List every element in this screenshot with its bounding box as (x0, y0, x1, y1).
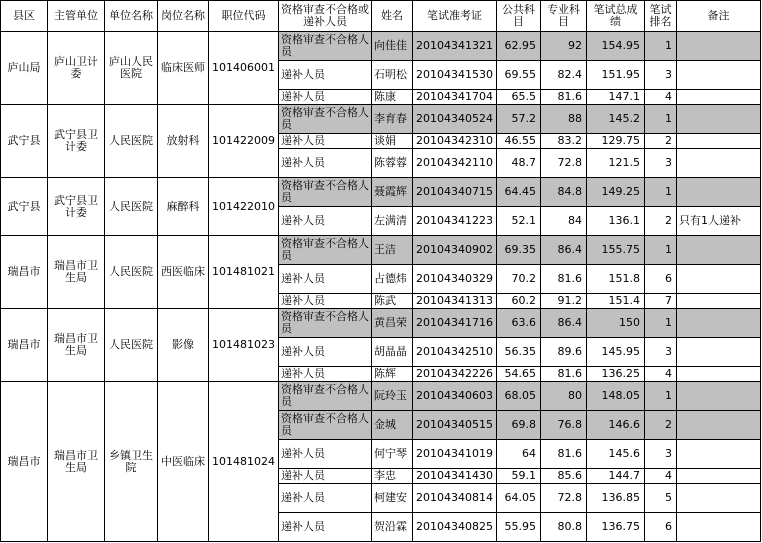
rank-cell: 1 (645, 236, 677, 265)
rank-cell: 1 (645, 178, 677, 207)
public-score-cell: 60.2 (497, 294, 541, 309)
rank-cell: 1 (645, 32, 677, 61)
exam-no-cell: 20104341313 (413, 294, 497, 309)
major-score-cell: 88 (541, 105, 587, 134)
dept-cell: 瑞昌市卫生局 (48, 309, 105, 382)
post-cell: 影像 (158, 309, 209, 382)
total-score-cell: 151.8 (587, 265, 645, 294)
dept-cell: 瑞昌市卫生局 (48, 236, 105, 309)
type-cell: 递补人员 (279, 207, 372, 236)
major-score-cell: 82.4 (541, 61, 587, 90)
name-cell: 贺沿霖 (372, 513, 413, 542)
note-cell (677, 32, 761, 61)
major-score-cell: 84 (541, 207, 587, 236)
name-cell: 谈娟 (372, 134, 413, 149)
code-cell: 101481021 (209, 236, 279, 309)
total-score-cell: 136.1 (587, 207, 645, 236)
exam-no-cell: 20104340515 (413, 411, 497, 440)
exam-no-cell: 20104340524 (413, 105, 497, 134)
total-score-cell: 129.75 (587, 134, 645, 149)
public-score-cell: 64 (497, 440, 541, 469)
name-cell: 聂霞辉 (372, 178, 413, 207)
total-score-cell: 145.2 (587, 105, 645, 134)
header-type: 资格审查不合格或递补人员 (279, 1, 372, 32)
name-cell: 胡晶晶 (372, 338, 413, 367)
rank-cell: 3 (645, 440, 677, 469)
total-score-cell: 146.6 (587, 411, 645, 440)
post-cell: 麻醉科 (158, 178, 209, 236)
major-score-cell: 92 (541, 32, 587, 61)
note-cell (677, 105, 761, 134)
header-unit: 单位名称 (105, 1, 158, 32)
major-score-cell: 81.6 (541, 265, 587, 294)
post-cell: 放射科 (158, 105, 209, 178)
table-row (1, 32, 761, 61)
type-cell: 递补人员 (279, 149, 372, 178)
public-score-cell: 70.2 (497, 265, 541, 294)
name-cell: 柯建安 (372, 484, 413, 513)
major-score-cell: 84.8 (541, 178, 587, 207)
type-cell: 递补人员 (279, 469, 372, 484)
type-cell: 递补人员 (279, 134, 372, 149)
rank-cell: 2 (645, 207, 677, 236)
note-cell (677, 382, 761, 411)
public-score-cell: 63.6 (497, 309, 541, 338)
rank-cell: 1 (645, 309, 677, 338)
header-row (1, 1, 761, 32)
header-public: 公共科目 (497, 1, 541, 32)
total-score-cell: 151.4 (587, 294, 645, 309)
public-score-cell: 52.1 (497, 207, 541, 236)
major-score-cell: 81.6 (541, 367, 587, 382)
name-cell: 黄昌荣 (372, 309, 413, 338)
public-score-cell: 69.55 (497, 61, 541, 90)
exam-no-cell: 20104341321 (413, 32, 497, 61)
code-cell: 101481023 (209, 309, 279, 382)
exam-no-cell: 20104341430 (413, 469, 497, 484)
name-cell: 陈武 (372, 294, 413, 309)
exam-no-cell: 20104341704 (413, 90, 497, 105)
header-name: 姓名 (372, 1, 413, 32)
note-cell (677, 178, 761, 207)
table-row (1, 236, 761, 265)
rank-cell: 1 (645, 382, 677, 411)
type-cell: 资格审查不合格人员 (279, 382, 372, 411)
note-cell (677, 338, 761, 367)
public-score-cell: 62.95 (497, 32, 541, 61)
header-total: 笔试总成绩 (587, 1, 645, 32)
unit-cell: 人民医院 (105, 309, 158, 382)
name-cell: 石明松 (372, 61, 413, 90)
name-cell: 陈蓉蓉 (372, 149, 413, 178)
total-score-cell: 136.85 (587, 484, 645, 513)
note-cell (677, 265, 761, 294)
exam-no-cell: 20104342310 (413, 134, 497, 149)
rank-cell: 2 (645, 411, 677, 440)
major-score-cell: 72.8 (541, 484, 587, 513)
rank-cell: 3 (645, 61, 677, 90)
major-score-cell: 80.8 (541, 513, 587, 542)
name-cell: 何宁琴 (372, 440, 413, 469)
rank-cell: 6 (645, 265, 677, 294)
name-cell: 王洁 (372, 236, 413, 265)
name-cell: 李忠 (372, 469, 413, 484)
total-score-cell: 121.5 (587, 149, 645, 178)
table-row (1, 178, 761, 207)
exam-no-cell: 20104340825 (413, 513, 497, 542)
code-cell: 101406001 (209, 32, 279, 105)
total-score-cell: 147.1 (587, 90, 645, 105)
post-cell: 临床医师 (158, 32, 209, 105)
unit-cell: 庐山人民医院 (105, 32, 158, 105)
county-cell: 瑞昌市 (1, 236, 48, 309)
public-score-cell: 59.1 (497, 469, 541, 484)
name-cell: 占德炜 (372, 265, 413, 294)
total-score-cell: 148.05 (587, 382, 645, 411)
name-cell: 向佳佳 (372, 32, 413, 61)
rank-cell: 3 (645, 338, 677, 367)
public-score-cell: 64.45 (497, 178, 541, 207)
dept-cell: 庐山卫计委 (48, 32, 105, 105)
total-score-cell: 151.95 (587, 61, 645, 90)
type-cell: 资格审查不合格人员 (279, 236, 372, 265)
exam-no-cell: 20104342226 (413, 367, 497, 382)
type-cell: 递补人员 (279, 61, 372, 90)
public-score-cell: 57.2 (497, 105, 541, 134)
county-cell: 瑞昌市 (1, 382, 48, 542)
county-cell: 武宁县 (1, 105, 48, 178)
exam-no-cell: 20104340814 (413, 484, 497, 513)
header-note: 备注 (677, 1, 761, 32)
dept-cell: 武宁县卫计委 (48, 178, 105, 236)
major-score-cell: 81.6 (541, 440, 587, 469)
type-cell: 资格审查不合格人员 (279, 32, 372, 61)
post-cell: 中医临床 (158, 382, 209, 542)
public-score-cell: 55.95 (497, 513, 541, 542)
public-score-cell: 69.35 (497, 236, 541, 265)
total-score-cell: 136.75 (587, 513, 645, 542)
type-cell: 递补人员 (279, 440, 372, 469)
major-score-cell: 83.2 (541, 134, 587, 149)
note-cell (677, 149, 761, 178)
dept-cell: 武宁县卫计委 (48, 105, 105, 178)
public-score-cell: 65.5 (497, 90, 541, 105)
name-cell: 陈辉 (372, 367, 413, 382)
total-score-cell: 144.7 (587, 469, 645, 484)
major-score-cell: 86.4 (541, 309, 587, 338)
note-cell (677, 236, 761, 265)
note-cell (677, 411, 761, 440)
name-cell: 阮玲玉 (372, 382, 413, 411)
total-score-cell: 145.6 (587, 440, 645, 469)
table-row (1, 309, 761, 338)
unit-cell: 人民医院 (105, 178, 158, 236)
note-cell (677, 294, 761, 309)
exam-no-cell: 20104340603 (413, 382, 497, 411)
header-county: 县区 (1, 1, 48, 32)
type-cell: 递补人员 (279, 90, 372, 105)
note-cell (677, 367, 761, 382)
type-cell: 递补人员 (279, 484, 372, 513)
rank-cell: 3 (645, 149, 677, 178)
type-cell: 资格审查不合格人员 (279, 309, 372, 338)
rank-cell: 5 (645, 484, 677, 513)
code-cell: 101422010 (209, 178, 279, 236)
type-cell: 资格审查不合格人员 (279, 178, 372, 207)
dept-cell: 瑞昌市卫生局 (48, 382, 105, 542)
rank-cell: 2 (645, 134, 677, 149)
type-cell: 递补人员 (279, 513, 372, 542)
unit-cell: 人民医院 (105, 105, 158, 178)
major-score-cell: 86.4 (541, 236, 587, 265)
note-cell (677, 309, 761, 338)
note-cell (677, 90, 761, 105)
major-score-cell: 89.6 (541, 338, 587, 367)
exam-no-cell: 20104340902 (413, 236, 497, 265)
public-score-cell: 64.05 (497, 484, 541, 513)
table-row (1, 382, 761, 411)
note-cell (677, 440, 761, 469)
note-cell: 只有1人递补 (677, 207, 761, 236)
unit-cell: 乡镇卫生院 (105, 382, 158, 542)
public-score-cell: 48.7 (497, 149, 541, 178)
rank-cell: 6 (645, 513, 677, 542)
rank-cell: 7 (645, 294, 677, 309)
exam-no-cell: 20104341530 (413, 61, 497, 90)
note-cell (677, 61, 761, 90)
exam-no-cell: 20104342510 (413, 338, 497, 367)
exam-no-cell: 20104341716 (413, 309, 497, 338)
county-cell: 武宁县 (1, 178, 48, 236)
public-score-cell: 56.35 (497, 338, 541, 367)
unit-cell: 人民医院 (105, 236, 158, 309)
major-score-cell: 80 (541, 382, 587, 411)
name-cell: 左满清 (372, 207, 413, 236)
name-cell: 金城 (372, 411, 413, 440)
public-score-cell: 69.8 (497, 411, 541, 440)
major-score-cell: 72.8 (541, 149, 587, 178)
note-cell (677, 469, 761, 484)
note-cell (677, 484, 761, 513)
total-score-cell: 145.95 (587, 338, 645, 367)
total-score-cell: 136.25 (587, 367, 645, 382)
county-cell: 庐山局 (1, 32, 48, 105)
public-score-cell: 54.65 (497, 367, 541, 382)
header-post: 岗位名称 (158, 1, 209, 32)
type-cell: 递补人员 (279, 338, 372, 367)
exam-no-cell: 20104340715 (413, 178, 497, 207)
type-cell: 资格审查不合格人员 (279, 411, 372, 440)
total-score-cell: 154.95 (587, 32, 645, 61)
major-score-cell: 91.2 (541, 294, 587, 309)
header-dept: 主管单位 (48, 1, 105, 32)
note-cell (677, 513, 761, 542)
post-cell: 西医临床 (158, 236, 209, 309)
exam-no-cell: 20104341019 (413, 440, 497, 469)
header-major: 专业科目 (541, 1, 587, 32)
type-cell: 递补人员 (279, 265, 372, 294)
type-cell: 资格审查不合格人员 (279, 105, 372, 134)
rank-cell: 4 (645, 367, 677, 382)
exam-no-cell: 20104340329 (413, 265, 497, 294)
rank-cell: 4 (645, 90, 677, 105)
total-score-cell: 150 (587, 309, 645, 338)
name-cell: 陈康 (372, 90, 413, 105)
code-cell: 101481024 (209, 382, 279, 542)
header-rank: 笔试排名 (645, 1, 677, 32)
header-code: 职位代码 (209, 1, 279, 32)
header-exam-no: 笔试准考证 (413, 1, 497, 32)
major-score-cell: 81.6 (541, 90, 587, 105)
county-cell: 瑞昌市 (1, 309, 48, 382)
public-score-cell: 68.05 (497, 382, 541, 411)
name-cell: 李育春 (372, 105, 413, 134)
major-score-cell: 76.8 (541, 411, 587, 440)
note-cell (677, 134, 761, 149)
type-cell: 递补人员 (279, 367, 372, 382)
table-row (1, 105, 761, 134)
total-score-cell: 149.25 (587, 178, 645, 207)
total-score-cell: 155.75 (587, 236, 645, 265)
rank-cell: 1 (645, 105, 677, 134)
code-cell: 101422009 (209, 105, 279, 178)
type-cell: 递补人员 (279, 294, 372, 309)
major-score-cell: 85.6 (541, 469, 587, 484)
exam-no-cell: 20104341223 (413, 207, 497, 236)
public-score-cell: 46.55 (497, 134, 541, 149)
exam-no-cell: 20104342110 (413, 149, 497, 178)
rank-cell: 4 (645, 469, 677, 484)
